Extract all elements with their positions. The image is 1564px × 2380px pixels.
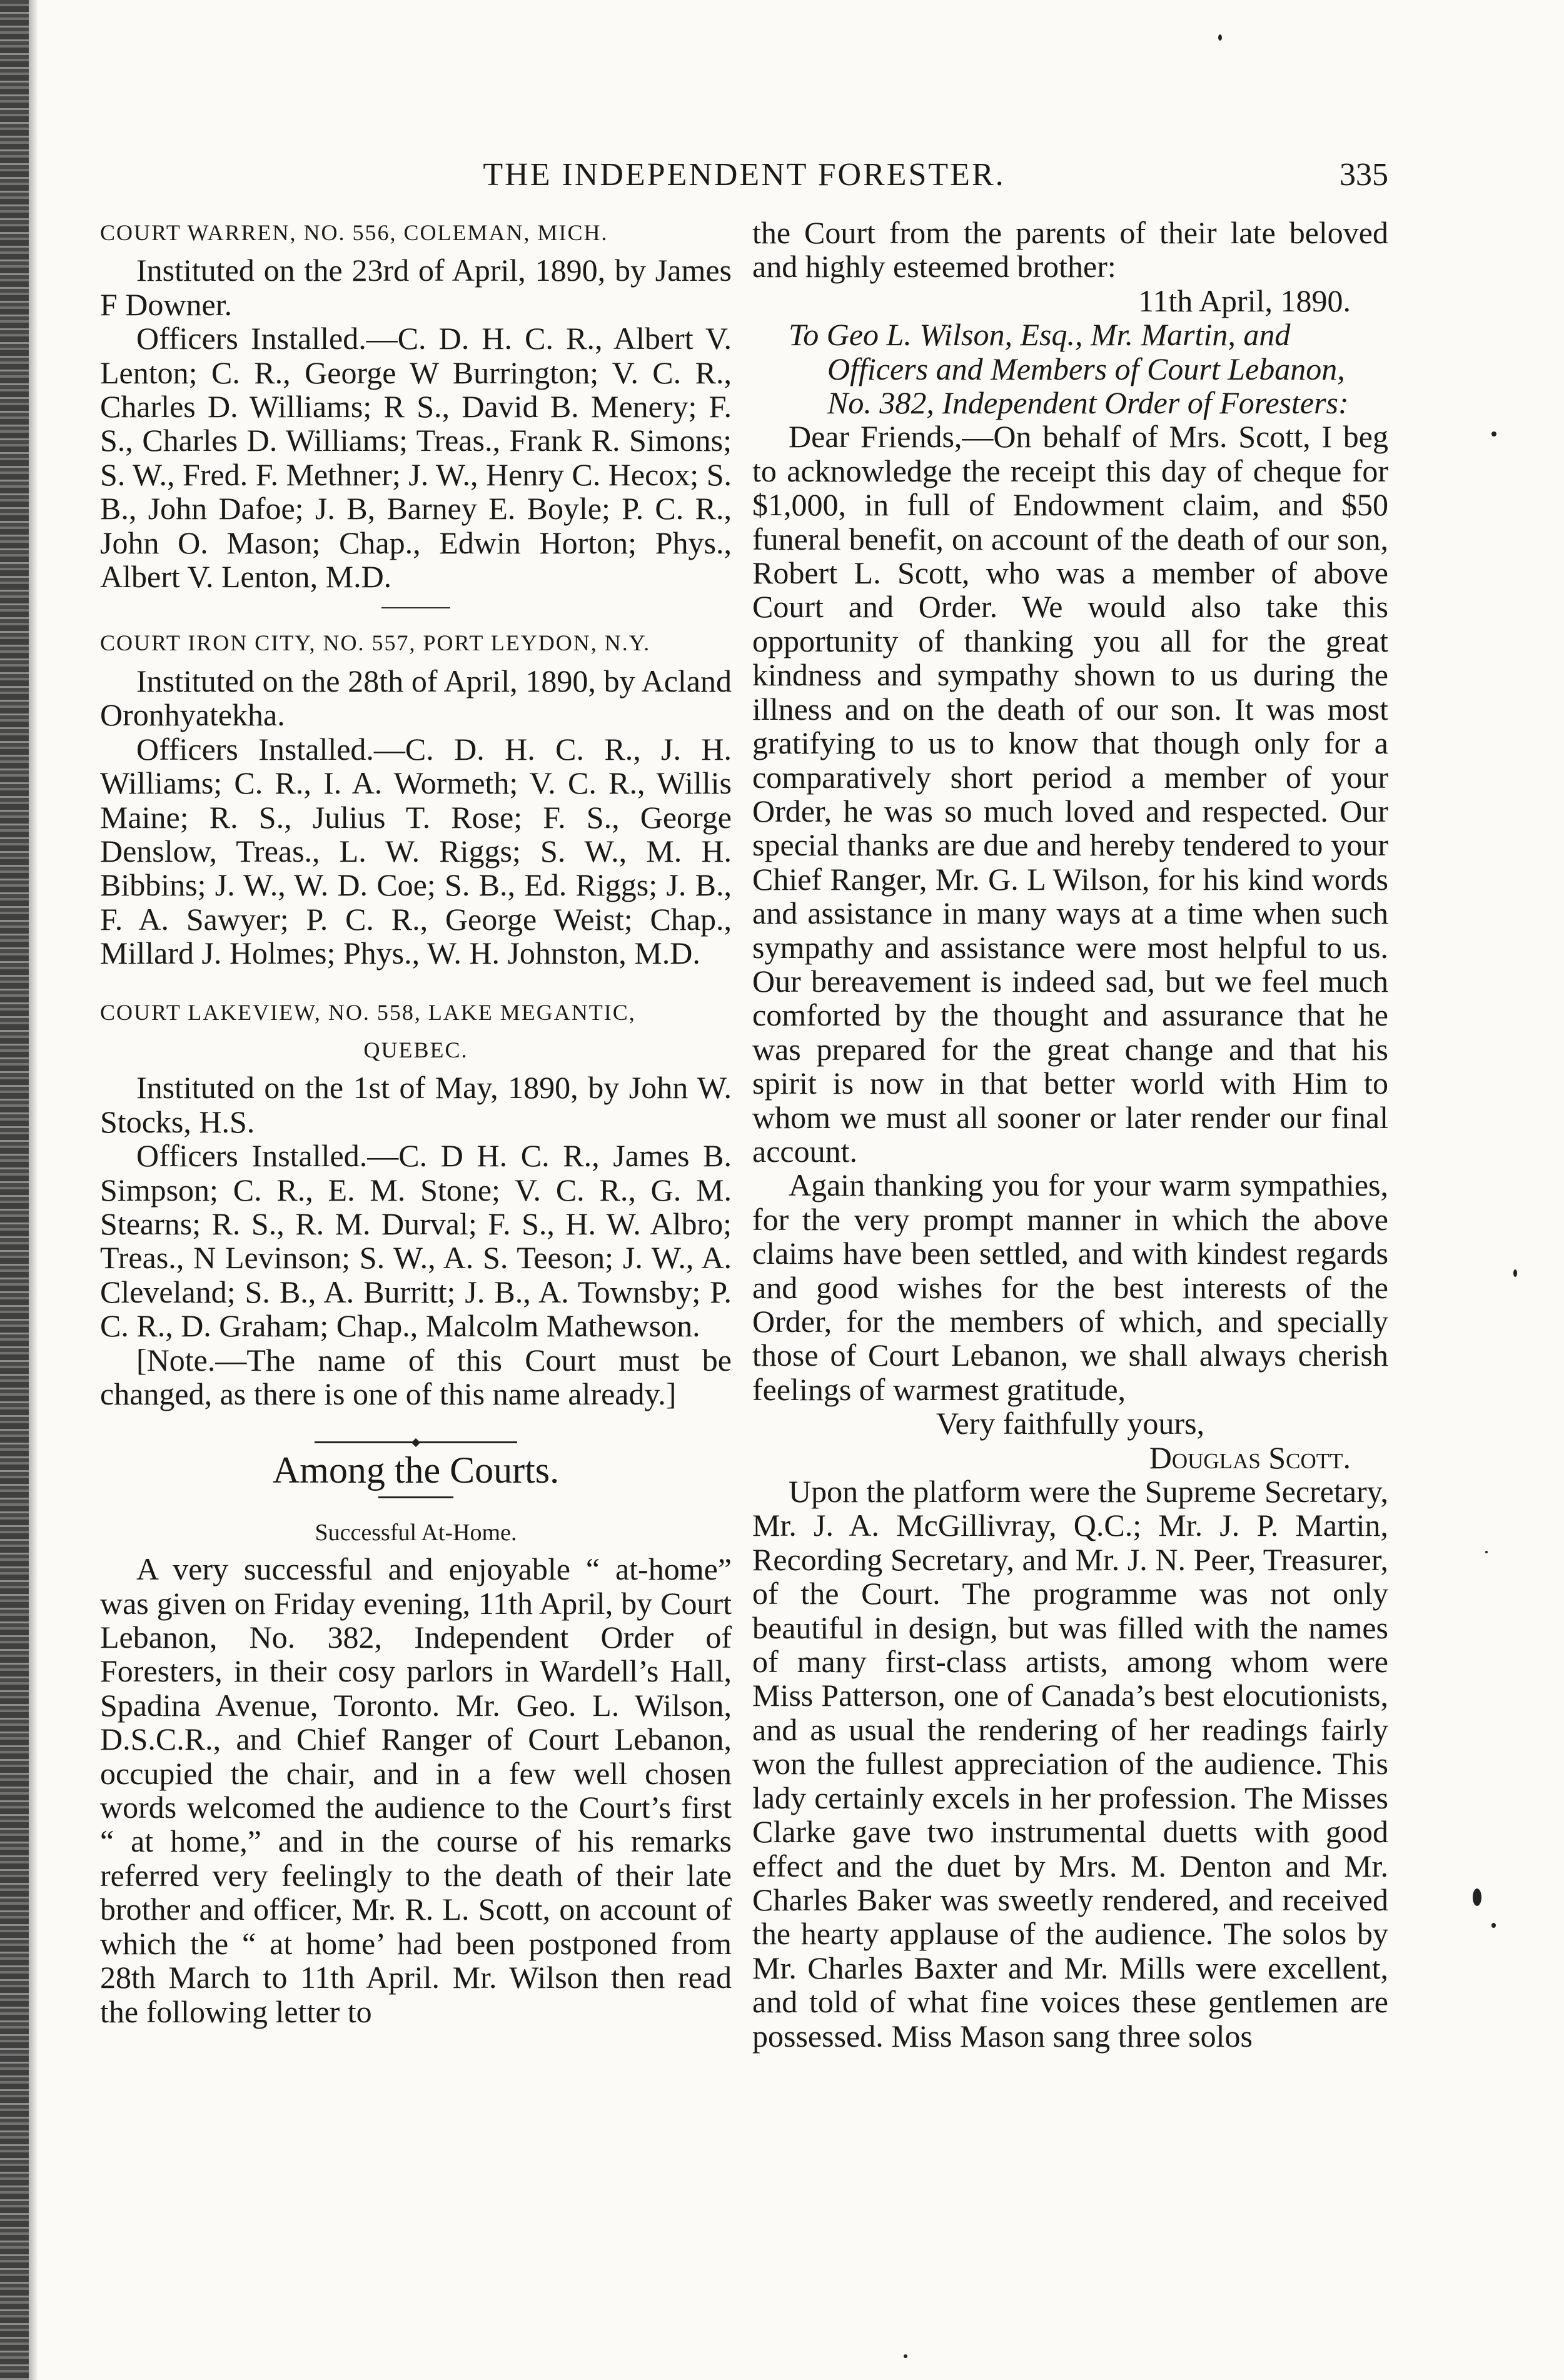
letter-body: Again thanking you for your warm sympathies, for the very prompt manner in which the above claims have been settled, and with kindest regards and good wishes for the best interests of the Order, for the members of which, and specially those of Court Lebanon, we shall always cherish feelings of warmest gratitude, bbox=[752, 1167, 1388, 1407]
scan-binding-edge bbox=[0, 0, 29, 2380]
letter-salutation-line3: No. 382, Independent Order of Foresters: bbox=[827, 385, 1349, 421]
ornamental-divider bbox=[100, 1422, 732, 1435]
scan-speck bbox=[1513, 1269, 1517, 1277]
scan-speck bbox=[1491, 1923, 1496, 1928]
court-heading-continued: QUEBEC. bbox=[363, 1037, 468, 1062]
letter-body: Dear Friends,—On behalf of Mrs. Scott, I beg to acknowledge the receipt this day of cheque for $1,000, in full of Endowment claim, and $50 funeral benefit, on account of the death of our son, Robert L. Scott, who was a member of above Court and Order. We would also take this opportunity of thanking you all for the great kindness and sympathy shown to us during the illness and on the death of our son. It was most gratifying to us to know that though only for a comparatively short period a member of your Order, he was so much loved and respected. Our special thanks are due and hereby tendered to your Chief Ranger, Mr. G. L Wilson, for his kind words and assistance in many ways at a time when such sympathy and assistance were most helpful to us. Our bereavement is indeed sad, but we feel much comforted by the thought and assurance that he was prepared for the great change and that his spirit is now in that better world with Him to whom we must all sooner or later render our final account. bbox=[752, 419, 1388, 1169]
letter-salutation: To Geo L. Wilson, Esq., Mr. Martin, and bbox=[789, 317, 1291, 353]
scan-binding-shadow bbox=[29, 0, 38, 2380]
officers-paragraph: Officers Installed.—C. D. H. C. R., J. H. Williams; C. R., I. A. Wormeth; V. C. R., Willis Maine; R. S., Julius T. Rose; F. S., George Denslow, Treas., L. W. Riggs; S. W., M. H. Bibbins; J. W., W. D. Coe; S. B., Ed. Riggs; J. B., F. A. Sawyer; P. C. R., George Weist; Chap., Millard J. Holmes; Phys., W. H. Johnston, M.D. bbox=[100, 731, 732, 971]
editor-note: [Note.—The name of this Court must be changed, as there is one of this name already.] bbox=[100, 1342, 732, 1411]
scan-speck bbox=[904, 2354, 907, 2358]
page-number: 335 bbox=[1339, 157, 1388, 193]
court-heading: COURT WARREN, NO. 556, COLEMAN, MICH. bbox=[100, 220, 608, 245]
article-continued: the Court from the parents of their late beloved and highly esteemed brother: bbox=[752, 215, 1388, 285]
letter-date: 11th April, 1890. bbox=[1138, 283, 1351, 318]
section-divider bbox=[381, 607, 450, 608]
instituted-paragraph: Instituted on the 28th of April, 1890, by Acland Oronhyatekha. bbox=[100, 663, 732, 733]
court-heading: COURT LAKEVIEW, NO. 558, LAKE MEGANTIC, bbox=[100, 999, 636, 1025]
scan-speck bbox=[1485, 1551, 1488, 1553]
article-paragraph: A very successful and enjoyable “ at-home” was given on Friday evening, 11th April, by Court Lebanon, No. 382, Independent Order of Foresters, in their cosy parlors in Wardell’s Hall, Spadina Avenue, Toronto. Mr. Geo. L. Wilson, D.S.C.R., and Chief Ranger of Court Lebanon, occupied the chair, and in a few well chosen words welcomed the audience to the Court’s first “ at home,” and in the course of his remarks referred very feelingly to the death of their late brother and officer, Mr. R. L. Scott, on account of which the “ at home’ had been postponed from 28th March to 11th April. Mr. Wilson then read the following letter to bbox=[100, 1551, 732, 2029]
letter-closing: Very faithfully yours, bbox=[936, 1406, 1205, 1441]
court-heading: COURT IRON CITY, NO. 557, PORT LEYDON, N.Y. bbox=[100, 630, 651, 656]
letter-signature: Douglas Scott. bbox=[1149, 1440, 1351, 1475]
right-column bbox=[752, 216, 1388, 2292]
scan-speck bbox=[1491, 431, 1496, 436]
scan-speck bbox=[1473, 1888, 1481, 1906]
officers-paragraph: Officers Installed.—C. D H. C. R., James B. Simpson; C. R., E. M. Stone; V. C. R., G. M. Stearns; R. S., R. M. Durval; F. S., H. W. Albro; Treas., N Levinson; S. W., A. S. Teeson; J. W., A. Cleveland; S. B., A. Burritt; J. B., A. Townsby; P. C. R., D. Graham; Chap., Malcolm Mathewson. bbox=[100, 1138, 732, 1344]
running-title: THE INDEPENDENT FORESTER. bbox=[483, 157, 1006, 193]
article-subheading: Successful At-Home. bbox=[315, 1519, 517, 1546]
letter-salutation-line2: Officers and Members of Court Lebanon, bbox=[827, 351, 1345, 386]
instituted-paragraph: Instituted on the 1st of May, 1890, by John W. Stocks, H.S. bbox=[100, 1070, 732, 1139]
instituted-paragraph: Instituted on the 23rd of April, 1890, by James F Downer. bbox=[100, 253, 732, 322]
article-paragraph: Upon the platform were the Supreme Secretary, Mr. J. A. McGillivray, Q.C.; Mr. J. P. Martin, Recording Secretary, and Mr. J. N. Peer, Treasurer, of the Court. The programme was not only beautiful in design, but was filled with the names of many first-class artists, among whom were Miss Patterson, one of Canada’s best elocutionists, and as usual the rendering of her readings fairly won the fullest appreciation of the audience. This lady certainly excels in her profession. The Misses Clarke gave two instrumental duetts with good effect and the duet by Mrs. M. Denton and Mr. Charles Baker was sweetly rendered, and received the hearty applause of the audience. The solos by Mr. Charles Baxter and Mr. Mills were excellent, and told of what fine voices these gentlemen are possessed. Miss Mason sang three solos bbox=[752, 1474, 1388, 2054]
page-header bbox=[100, 156, 1388, 194]
officers-paragraph: Officers Installed.—C. D. H. C. R., Albert V. Lenton; C. R., George W Burrington; V. C. R., Charles D. Williams; R S., David B. Menery; F. S., Charles D. Williams; Treas., Frank R. Simons; S. W., Fred. F. Methner; J. W., Henry C. Hecox; S. B., John Dafoe; J. B, Barney E. Boyle; P. C. R., John O. Mason; Chap., Edwin Horton; Phys., Albert V. Lenton, M.D. bbox=[100, 321, 732, 595]
section-title: Among the Courts. bbox=[272, 1450, 560, 1491]
section-title-rule bbox=[378, 1496, 453, 1498]
left-column bbox=[100, 216, 732, 2292]
scan-speck bbox=[1218, 34, 1222, 41]
